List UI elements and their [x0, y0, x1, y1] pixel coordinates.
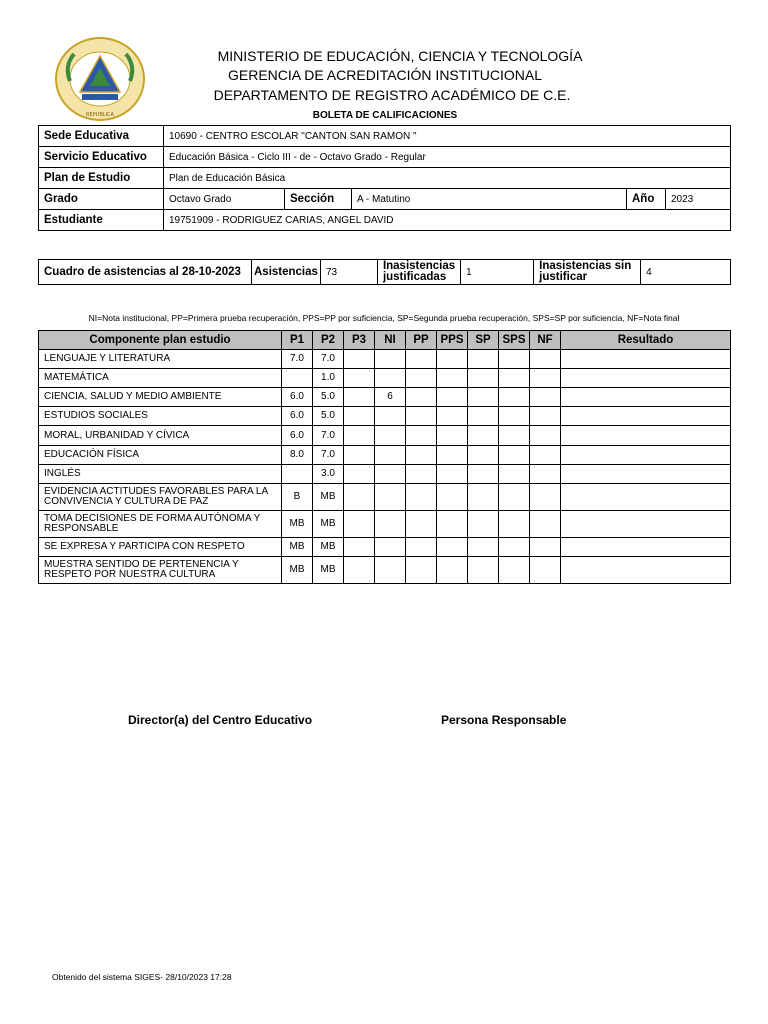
grade-pps — [437, 426, 468, 446]
seccion-value: A - Matutino — [352, 189, 627, 210]
grade-sp — [468, 557, 499, 584]
grade-sps — [499, 426, 530, 446]
grade-sps — [499, 350, 530, 369]
grade-p3 — [344, 538, 375, 557]
grade-resultado — [561, 446, 731, 465]
col-resultado: Resultado — [561, 331, 731, 350]
document-title: BOLETA DE CALIFICACIONES — [312, 110, 458, 121]
anio-label: Año — [627, 189, 666, 210]
grado-label: Grado — [39, 189, 164, 210]
grade-p3 — [344, 484, 375, 511]
subject-name: MORAL, URBANIDAD Y CÍVICA — [39, 426, 282, 446]
grade-p2: MB — [313, 484, 344, 511]
grade-row — [39, 465, 731, 484]
grade-nf — [530, 465, 561, 484]
servicio-label: Servicio Educativo — [39, 147, 164, 168]
grade-nf — [530, 446, 561, 465]
grade-p2: 5.0 — [313, 407, 344, 426]
grade-resultado — [561, 350, 731, 369]
grade-p3 — [344, 388, 375, 407]
ministry-title: MINISTERIO DE EDUCACIÓN, CIENCIA Y TECNOLOGÍA — [217, 48, 583, 64]
asistencias-value: 73 — [320, 260, 377, 285]
grade-pps — [437, 388, 468, 407]
grade-resultado — [561, 557, 731, 584]
grade-sps — [499, 484, 530, 511]
subject-name: EDUCACIÓN FÍSICA — [39, 446, 282, 465]
grade-ni — [375, 446, 406, 465]
grade-resultado — [561, 465, 731, 484]
col-p1: P1 — [282, 331, 313, 350]
grade-row — [39, 350, 731, 369]
grade-ni — [375, 465, 406, 484]
grade-pp — [406, 465, 437, 484]
grade-ni — [375, 484, 406, 511]
grade-row — [39, 511, 731, 538]
grade-ni — [375, 511, 406, 538]
grade-p1 — [282, 369, 313, 388]
grade-resultado — [561, 538, 731, 557]
grade-p2: 3.0 — [313, 465, 344, 484]
grade-ni: 6 — [375, 388, 406, 407]
grade-pp — [406, 350, 437, 369]
grade-row — [39, 484, 731, 511]
grade-sp — [468, 369, 499, 388]
anio-value: 2023 — [666, 189, 731, 210]
grade-pps — [437, 407, 468, 426]
plan-value: Plan de Educación Básica — [164, 168, 731, 189]
grade-row — [39, 446, 731, 465]
grade-sps — [499, 511, 530, 538]
grade-pp — [406, 538, 437, 557]
grade-resultado — [561, 484, 731, 511]
subject-name: INGLÉS — [39, 465, 282, 484]
grade-pps — [437, 484, 468, 511]
grade-p2: MB — [313, 511, 344, 538]
registry-title: DEPARTAMENTO DE REGISTRO ACADÉMICO DE C.E. — [213, 87, 571, 103]
col-pp: PP — [406, 331, 437, 350]
grade-ni — [375, 557, 406, 584]
grade-sps — [499, 388, 530, 407]
grade-pp — [406, 369, 437, 388]
grade-row — [39, 557, 731, 584]
svg-text:REPUBLICA: REPUBLICA — [86, 112, 114, 118]
grade-nf — [530, 426, 561, 446]
grade-sps — [499, 465, 530, 484]
grade-p2: 7.0 — [313, 350, 344, 369]
grade-sps — [499, 407, 530, 426]
justificadas-value: 1 — [461, 260, 534, 285]
subject-name: MATEMÁTICA — [39, 369, 282, 388]
subject-name: ESTUDIOS SOCIALES — [39, 407, 282, 426]
col-p2: P2 — [313, 331, 344, 350]
grade-pp — [406, 446, 437, 465]
subject-name: MUESTRA SENTIDO DE PERTENENCIA Y RESPETO POR NUESTRA CULTURA — [39, 557, 282, 584]
grade-p1: MB — [282, 511, 313, 538]
grade-pp — [406, 426, 437, 446]
grade-nf — [530, 369, 561, 388]
grade-sps — [499, 538, 530, 557]
grade-resultado — [561, 388, 731, 407]
grade-legend: NI=Nota institucional, PP=Primera prueba recuperación, PPS=PP por suficiencia, SP=Segunda prueba recuperación, SPS=SP por suficiencia, NF=Nota final — [88, 313, 680, 323]
justificadas-label: Inasistencias justificadas — [377, 260, 460, 285]
grade-nf — [530, 484, 561, 511]
grade-ni — [375, 407, 406, 426]
grado-value: Octavo Grado — [164, 189, 285, 210]
grade-sps — [499, 446, 530, 465]
col-pps: PPS — [437, 331, 468, 350]
grade-p1: MB — [282, 557, 313, 584]
grade-nf — [530, 557, 561, 584]
grade-nf — [530, 350, 561, 369]
grade-p1: 6.0 — [282, 407, 313, 426]
grade-sp — [468, 511, 499, 538]
sede-label: Sede Educativa — [39, 126, 164, 147]
seccion-label: Sección — [285, 189, 352, 210]
grade-sp — [468, 465, 499, 484]
grade-pps — [437, 511, 468, 538]
grade-sp — [468, 407, 499, 426]
subject-name: SE EXPRESA Y PARTICIPA CON RESPETO — [39, 538, 282, 557]
department-title: GERENCIA DE ACREDITACIÓN INSTITUCIONAL — [227, 67, 542, 83]
grade-pp — [406, 557, 437, 584]
attendance-table — [38, 259, 731, 285]
grade-p3 — [344, 350, 375, 369]
plan-label: Plan de Estudio — [39, 168, 164, 189]
grade-sp — [468, 538, 499, 557]
subject-name: TOMA DECISIONES DE FORMA AUTÓNOMA Y RESPONSABLE — [39, 511, 282, 538]
grade-pps — [437, 350, 468, 369]
grade-sps — [499, 557, 530, 584]
grade-sp — [468, 388, 499, 407]
grades-table — [38, 330, 731, 584]
grade-pps — [437, 465, 468, 484]
col-ni: NI — [375, 331, 406, 350]
grade-p3 — [344, 465, 375, 484]
sin-justificar-value: 4 — [641, 260, 731, 285]
col-sp: SP — [468, 331, 499, 350]
footer-note: Obtenido del sistema SIGES- 28/10/2023 17:28 — [52, 972, 232, 982]
grade-pps — [437, 538, 468, 557]
estudiante-value: 19751909 - RODRIGUEZ CARIAS, ANGEL DAVID — [164, 210, 731, 231]
grade-pp — [406, 388, 437, 407]
grade-p1 — [282, 465, 313, 484]
grade-p3 — [344, 511, 375, 538]
grade-sp — [468, 446, 499, 465]
grade-row — [39, 388, 731, 407]
student-info-table — [38, 125, 731, 231]
grade-row — [39, 407, 731, 426]
grade-pp — [406, 407, 437, 426]
grade-p1: 8.0 — [282, 446, 313, 465]
sede-value: 10690 - CENTRO ESCOLAR "CANTON SAN RAMON " — [164, 126, 731, 147]
grade-nf — [530, 538, 561, 557]
servicio-value: Educación Básica - Ciclo III - de - Octavo Grado - Regular — [164, 147, 731, 168]
grade-ni — [375, 426, 406, 446]
grade-p3 — [344, 407, 375, 426]
subject-name: LENGUAJE Y LITERATURA — [39, 350, 282, 369]
grade-resultado — [561, 369, 731, 388]
grade-p1: 7.0 — [282, 350, 313, 369]
grade-pp — [406, 484, 437, 511]
col-nf: NF — [530, 331, 561, 350]
sin-justificar-label: Inasistencias sin justificar — [534, 260, 641, 285]
responsable-signature-label: Persona Responsable — [441, 713, 567, 727]
grade-ni — [375, 350, 406, 369]
grade-row — [39, 538, 731, 557]
subject-name: EVIDENCIA ACTITUDES FAVORABLES PARA LA CONVIVENCIA Y CULTURA DE PAZ — [39, 484, 282, 511]
grade-p3 — [344, 446, 375, 465]
grade-nf — [530, 388, 561, 407]
grade-pps — [437, 557, 468, 584]
grade-p1: 6.0 — [282, 388, 313, 407]
grade-row — [39, 426, 731, 446]
grade-nf — [530, 511, 561, 538]
grade-row — [39, 369, 731, 388]
national-seal-logo — [52, 36, 148, 122]
col-p3: P3 — [344, 331, 375, 350]
estudiante-label: Estudiante — [39, 210, 164, 231]
subject-name: CIENCIA, SALUD Y MEDIO AMBIENTE — [39, 388, 282, 407]
grades-header-row — [39, 331, 731, 350]
grade-p1: 6.0 — [282, 426, 313, 446]
col-componente: Componente plan estudio — [39, 331, 282, 350]
grade-ni — [375, 369, 406, 388]
grade-resultado — [561, 407, 731, 426]
director-signature-label: Director(a) del Centro Educativo — [128, 713, 313, 727]
grade-p2: 7.0 — [313, 446, 344, 465]
grade-resultado — [561, 426, 731, 446]
grade-p3 — [344, 426, 375, 446]
grade-sp — [468, 350, 499, 369]
asistencias-label: Asistencias — [252, 260, 321, 285]
grade-sps — [499, 369, 530, 388]
grade-pps — [437, 369, 468, 388]
attendance-label: Cuadro de asistencias al 28-10-2023 — [39, 260, 252, 285]
col-sps: SPS — [499, 331, 530, 350]
grade-pp — [406, 511, 437, 538]
grade-ni — [375, 538, 406, 557]
grade-p1: MB — [282, 538, 313, 557]
grade-p2: 7.0 — [313, 426, 344, 446]
grade-p2: 1.0 — [313, 369, 344, 388]
grade-sp — [468, 426, 499, 446]
grade-p2: 5.0 — [313, 388, 344, 407]
grade-nf — [530, 407, 561, 426]
grade-p2: MB — [313, 557, 344, 584]
grade-pps — [437, 446, 468, 465]
grade-resultado — [561, 511, 731, 538]
grade-p2: MB — [313, 538, 344, 557]
grade-sp — [468, 484, 499, 511]
grade-p3 — [344, 369, 375, 388]
grade-p3 — [344, 557, 375, 584]
grade-p1: B — [282, 484, 313, 511]
